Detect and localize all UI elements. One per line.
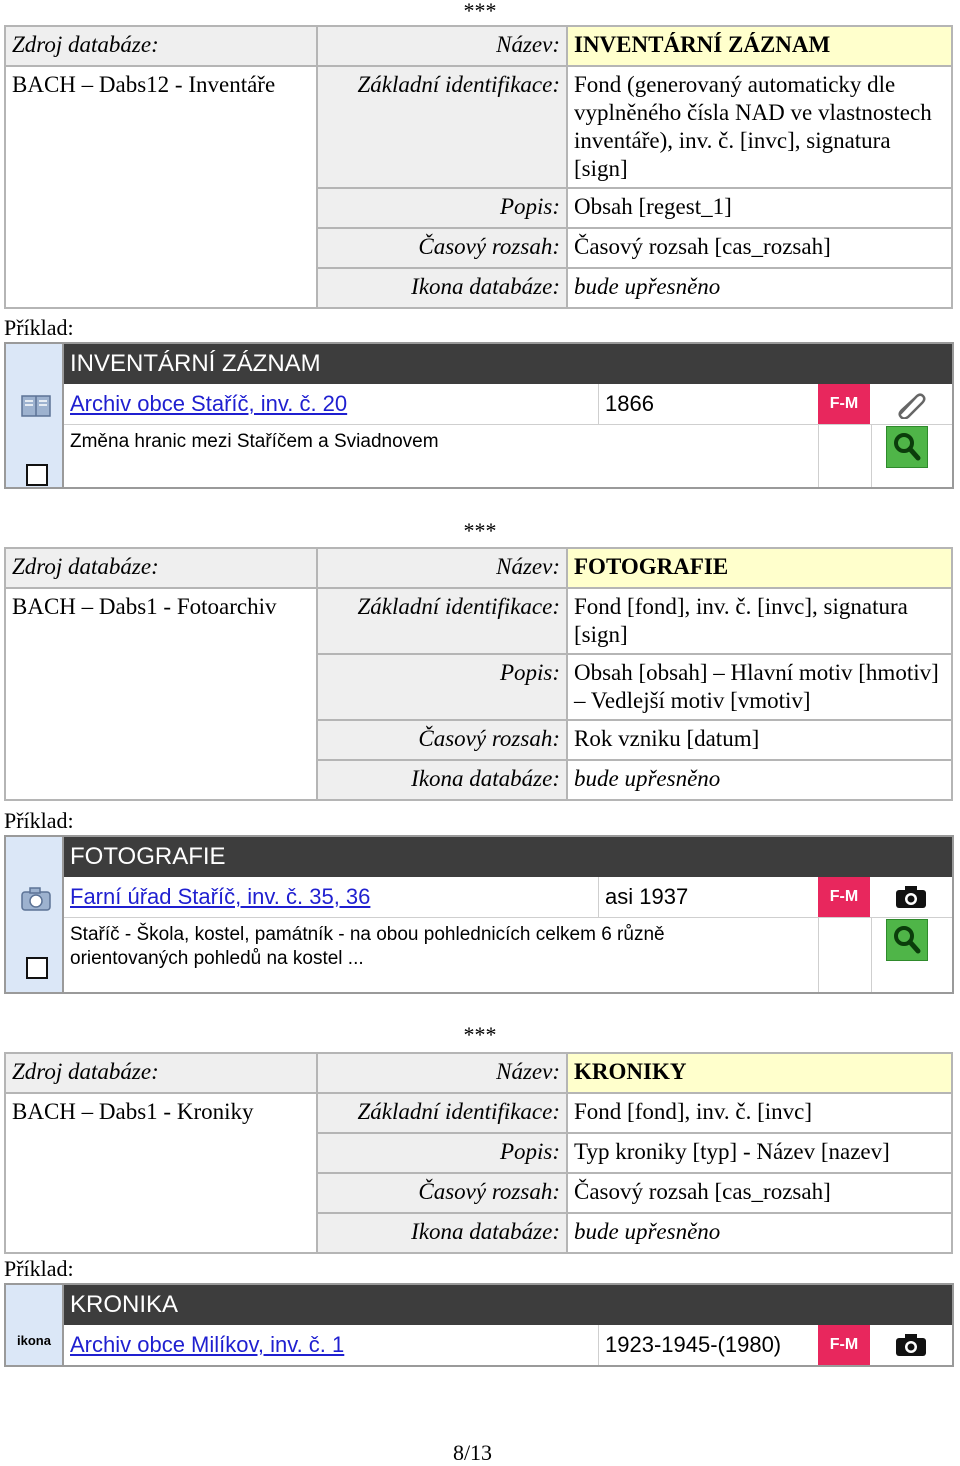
magnifier-icon <box>887 427 927 467</box>
identification-label: Základní identifikace: <box>317 1093 567 1133</box>
card-title: INVENTÁRNÍ ZÁZNAM <box>64 344 952 384</box>
name-label: Název: <box>317 1053 567 1093</box>
record-link[interactable]: Archiv obce Milíkov, inv. č. 1 <box>70 1332 345 1357</box>
spec-table-fotoarchiv <box>4 547 953 801</box>
book-icon <box>20 393 52 419</box>
fm-badge[interactable]: F-M <box>818 1325 870 1365</box>
select-checkbox[interactable] <box>26 464 48 486</box>
source-heading: Zdroj databáze: <box>5 548 317 588</box>
time-range-value: Časový rozsah [cas_rozsah] <box>567 228 952 268</box>
identification-label: Základní identifikace: <box>317 66 567 188</box>
fm-badge[interactable]: F-M <box>818 384 870 424</box>
description-value: Obsah [obsah] – Hlavní motiv [hmotiv] – Vedlejší motiv [vmotiv] <box>567 654 952 720</box>
example-label: Příklad: <box>4 1256 74 1281</box>
icon-placeholder: ikona <box>17 1333 51 1348</box>
camera-icon <box>894 1332 928 1358</box>
example-label: Příklad: <box>4 315 74 340</box>
db-icon-value: bude upřesněno <box>567 268 952 308</box>
record-name: INVENTÁRNÍ ZÁZNAM <box>567 26 952 66</box>
empty-cell <box>818 424 872 487</box>
empty-cell <box>818 917 872 992</box>
source-value: BACH – Dabs12 - Inventáře <box>5 66 317 308</box>
description-value: Typ kroniky [typ] - Název [nazev] <box>567 1133 952 1173</box>
identification-value: Fond (generovaný automaticky dle vyplněného čísla NAD ve vlastnostech inventáře), inv. č. [invc], signatura [sign] <box>567 66 952 188</box>
photo-button[interactable] <box>870 1325 952 1365</box>
record-name: KRONIKY <box>567 1053 952 1093</box>
example-card-fotografie <box>4 835 954 994</box>
db-icon-value: bude upřesněno <box>567 760 952 800</box>
time-range-label: Časový rozsah: <box>317 1173 567 1213</box>
detail-button[interactable] <box>886 919 928 961</box>
section-separator: *** <box>463 0 497 23</box>
record-link[interactable]: Farní úřad Staříč, inv. č. 35, 36 <box>70 884 371 909</box>
name-label: Název: <box>317 26 567 66</box>
paperclip-icon <box>894 389 928 419</box>
description-label: Popis: <box>317 654 567 720</box>
card-title: KRONIKA <box>64 1285 952 1325</box>
record-date: asi 1937 <box>598 877 818 917</box>
page-number: 8/13 <box>452 1440 493 1465</box>
section-separator: *** <box>463 1022 497 1047</box>
record-description: Staříč - Škola, kostel, památník - na obou pohlednicích celkem 6 různě orientovaných pohledů na kostel ... <box>70 924 665 969</box>
name-label: Název: <box>317 548 567 588</box>
record-name: FOTOGRAFIE <box>567 548 952 588</box>
example-card-kronika <box>4 1283 954 1367</box>
record-description: Změna hranic mezi Staříčem a Sviadnovem <box>70 431 439 452</box>
record-date: 1866 <box>598 384 818 424</box>
db-icon-label: Ikona databáze: <box>317 1213 567 1253</box>
fm-badge[interactable]: F-M <box>818 877 870 917</box>
description-label: Popis: <box>317 1133 567 1173</box>
source-heading: Zdroj databáze: <box>5 26 317 66</box>
spec-table-inventare <box>4 25 953 309</box>
source-value: BACH – Dabs1 - Fotoarchiv <box>5 588 317 800</box>
time-range-value: Rok vzniku [datum] <box>567 720 952 760</box>
source-value: BACH – Dabs1 - Kroniky <box>5 1093 317 1253</box>
example-label: Příklad: <box>4 808 74 833</box>
section-separator: *** <box>463 518 497 543</box>
spec-table-kroniky <box>4 1052 953 1254</box>
example-card-inventar <box>4 342 954 489</box>
identification-value: Fond [fond], inv. č. [invc], signatura [sign] <box>567 588 952 654</box>
description-value: Obsah [regest_1] <box>567 188 952 228</box>
time-range-label: Časový rozsah: <box>317 720 567 760</box>
source-heading: Zdroj databáze: <box>5 1053 317 1093</box>
identification-label: Základní identifikace: <box>317 588 567 654</box>
magnifier-icon <box>887 920 927 960</box>
select-checkbox[interactable] <box>26 957 48 979</box>
time-range-label: Časový rozsah: <box>317 228 567 268</box>
db-icon-label: Ikona databáze: <box>317 268 567 308</box>
photo-button[interactable] <box>870 877 952 917</box>
detail-button[interactable] <box>886 426 928 468</box>
attachment-button[interactable] <box>870 384 952 424</box>
record-link[interactable]: Archiv obce Staříč, inv. č. 20 <box>70 391 348 416</box>
description-label: Popis: <box>317 188 567 228</box>
camera-icon <box>20 886 52 912</box>
card-title: FOTOGRAFIE <box>64 837 952 877</box>
record-date: 1923-1945-(1980) <box>598 1325 818 1365</box>
camera-icon <box>894 884 928 910</box>
db-icon-value: bude upřesněno <box>567 1213 952 1253</box>
db-icon-label: Ikona databáze: <box>317 760 567 800</box>
time-range-value: Časový rozsah [cas_rozsah] <box>567 1173 952 1213</box>
identification-value: Fond [fond], inv. č. [invc] <box>567 1093 952 1133</box>
card-stripe <box>6 1285 64 1365</box>
